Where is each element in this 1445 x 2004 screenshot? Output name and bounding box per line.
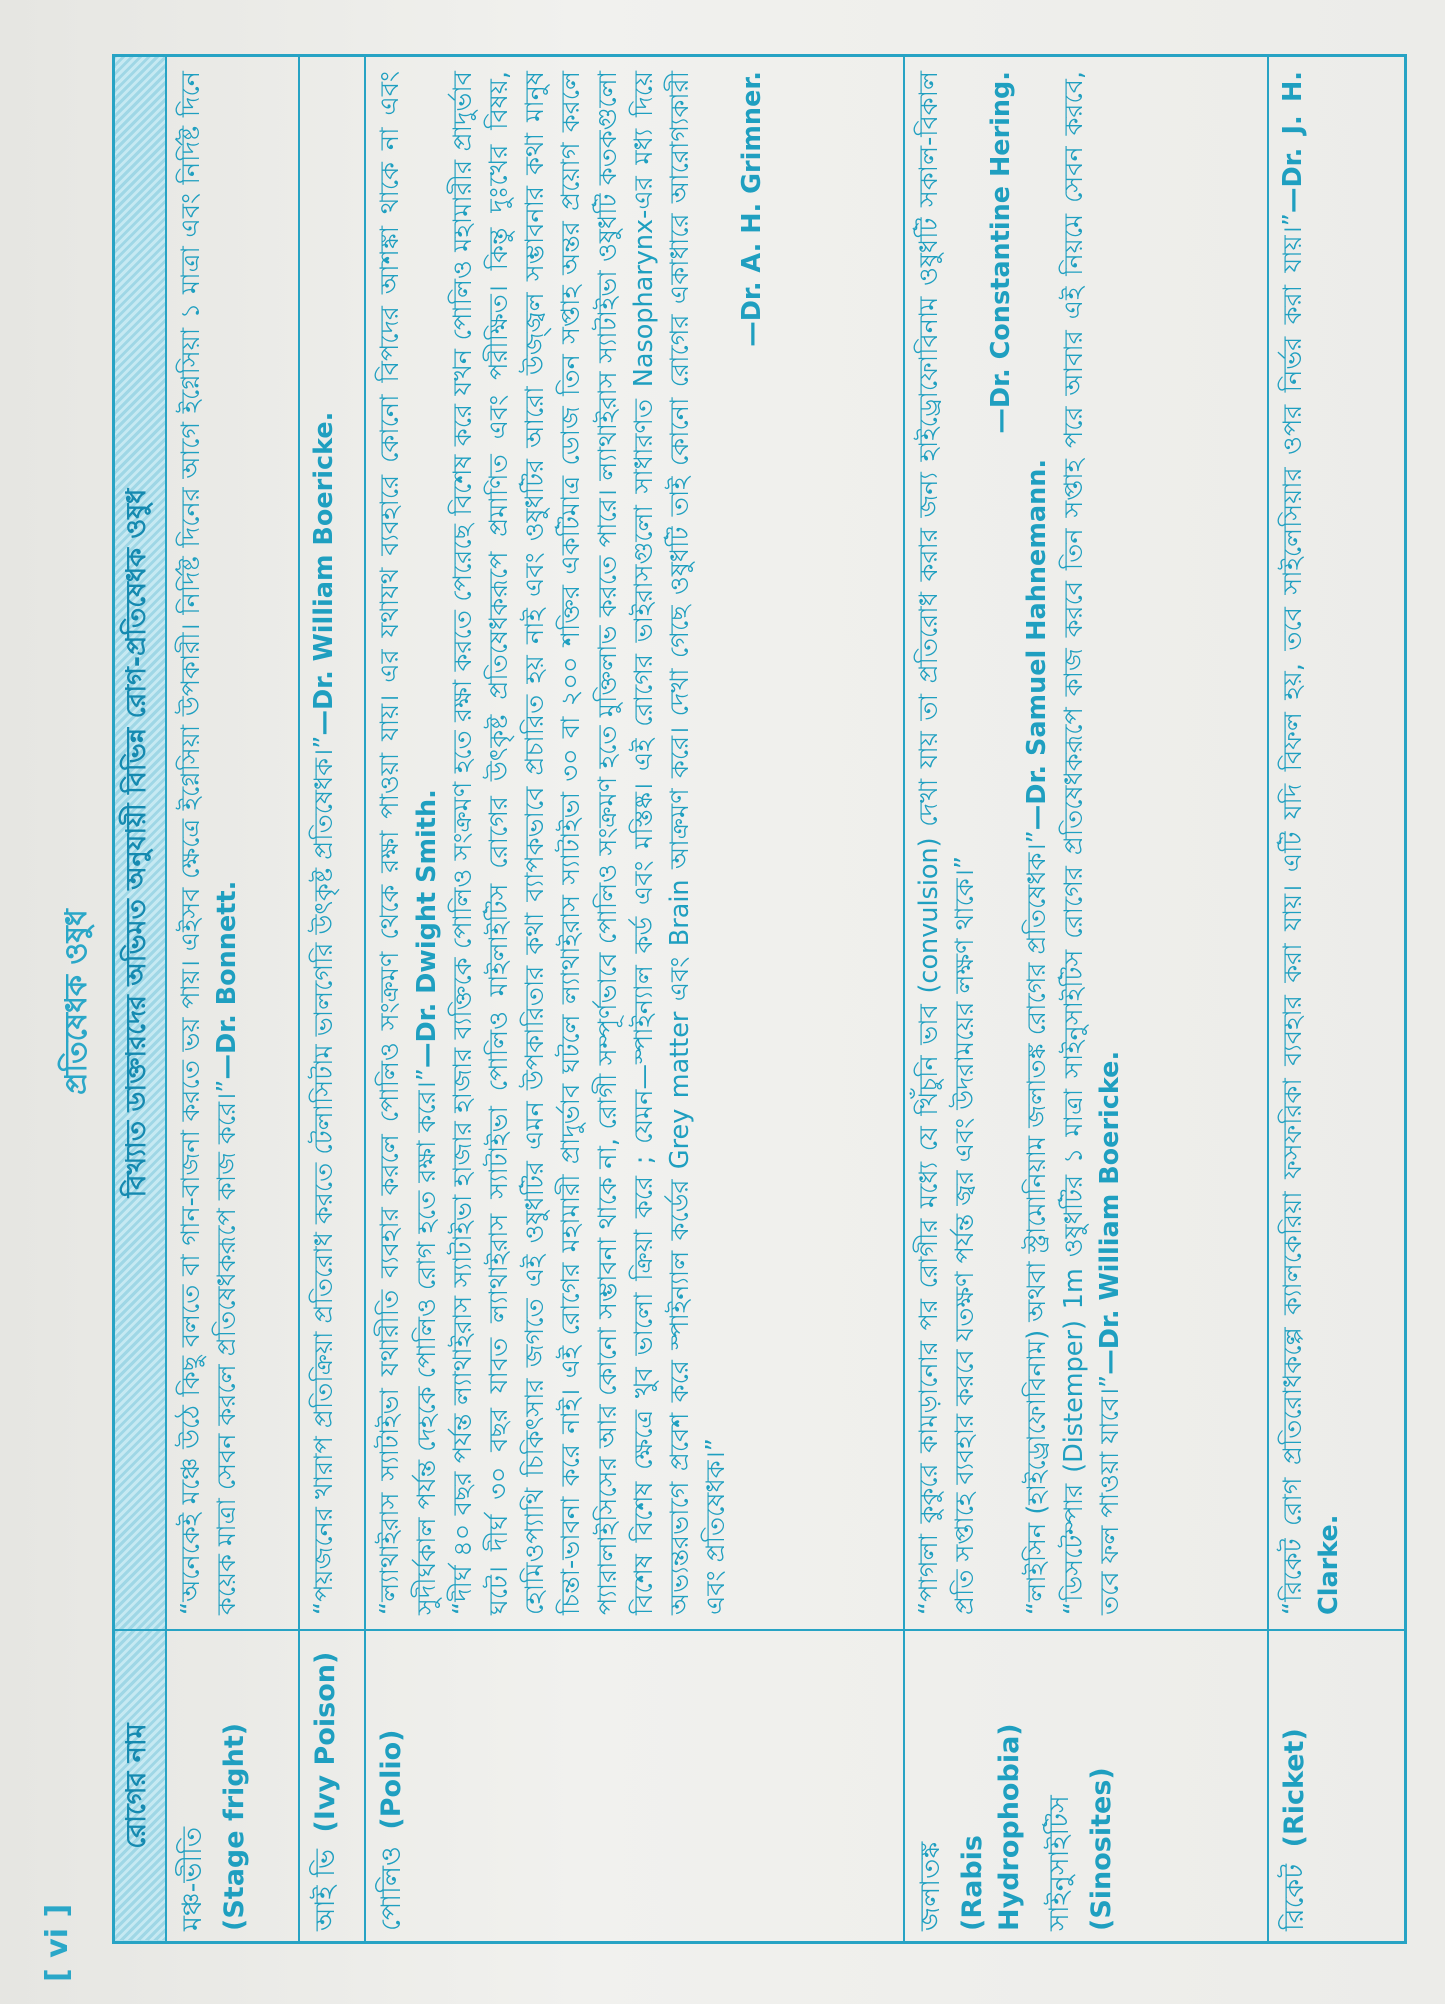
disease-name-en: (Ivy Poison)	[309, 1651, 341, 1833]
quote-text: “ডিসটেম্পার (Distemper) 1m ওষুধটির ১ মাত্রা সাইনুসাইটিস রোগের প্রতিষেধকরূপে কাজ করবে তিন সপ্তাহ পরে আবার এই নিয়মে সেবন করবে, তবে ফল পাওয়া যাবে।”	[1058, 71, 1125, 1615]
quote-text: “পয়জনের খারাপ প্রতিক্রিয়া প্রতিরোধ করতে টেলাসিটাম ভালগেরি উৎকৃষ্ট প্রতিষেধক।”	[308, 735, 339, 1615]
quote-text: “পাগলা কুকুরে কামড়ানোর পর রোগীর মধ্যে যে খিঁচুনি ভাব (convulsion) দেখা যায় তা প্রতিরোধ করার জন্য হাইড্রোফোবিনাম ওষুধটি সকাল-বিকাল প্রতি সপ্তাহে ব্যবহার করবে যতক্ষণ পর্যন্ত জ্বর এবং উদরাময়ের লক্ষণ থাকে।”	[913, 71, 980, 1615]
page-number: [ vi ]	[40, 1903, 75, 1982]
quote-author: —Dr. Dwight Smith.	[411, 789, 442, 1069]
table-row	[166, 56, 299, 1943]
disease-name-en: (Stage fright)	[219, 1722, 251, 1931]
disease-name-bn: সাইনুসাইটিস	[1044, 1795, 1076, 1931]
table-row	[904, 56, 1268, 1943]
disease-name-bn: জলাতঙ্ক	[914, 1841, 946, 1931]
quote-text: “দীর্ঘ ৪০ বছর পর্যন্ত ল্যাথাইরাস স্যাটাইভা হাজার হাজার ব্যক্তিকে পোলিও সংক্রমণ হতে রক্ষা করতে পেরেছে বিশেষ করে যখন পোলিও মহামারীর প্রাদুর্ভাব ঘটে। দীর্ঘ ৩০ বছর যাবত ল্যাথাইরাস স্যাটাইভা পোলিও মাইলাইটিস রোগের উৎকৃষ্ট প্রতিষেধকরূপে প্রমাণিত এবং পরীক্ষিত। কিন্তু দুঃখের বিষয়, হোমিওপ্যাথি চিকিৎসার জগতে এই ওষুধটির এমন উপকারিতার কথা ব্যাপকভাবে প্রচারিত হয় নাই এবং ওষুধটির আরো উজ্জ্বল সম্ভাবনার কথা মানুষ চিন্তা-ভাবনা করে নাই। এই রোগের মহামারী প্রাদুর্ভাব ঘটলে ল্যাথাইরাস স্যাটাইভা ৩০ বা ২০০ শক্তির একটিমাত্র ডোজ তিন সপ্তাহ অন্তর প্রয়োগ করলে প্যারালাইসিসের আর কোনো সম্ভাবনা থাকে না, রোগী সম্পূর্ণভাবে পোলিও সংক্রমণ হতে মুক্তিলাভ করতে পারে। ল্যাথাইরাস স্যাটাইভা ওষুধটি কতকগুলো বিশেষ বিশেষ ক্ষেত্রে খুব ভালো ক্রিয়া করে ; যেমন—স্পাইন্যাল কর্ড এবং মস্তিষ্ক। এই রোগের ভাইরাসগুলো সাধারণত Nasopharynx-এর মধ্য দিয়ে অভ্যন্তরভাগে প্রবেশ করে স্পাইন্যাল কর্ডের Grey matter এবং Brain আক্রমণ করে। দেখা গেছে ওষুধটি তাই কোনো রোগের একাধারে আরোগ্যকারী এবং প্রতিষেধক।”	[447, 71, 732, 1615]
disease-name-en: (Sinosites)	[1086, 1767, 1118, 1931]
quote-author: —Dr. William Boericke.	[308, 411, 339, 736]
table-row	[365, 56, 903, 1943]
disease-name-bn: রিকেট	[1279, 1863, 1310, 1931]
quote-text: “অনেকেই মঞ্চে উঠে কিছু বলতে বা গান-বাজনা করতে ভয় পায়। এইসব ক্ষেত্রে ইগ্নেসিয়া উপকারী। নির্দিষ্ট দিনের আগে ইগ্নেসিয়া ১ মাত্রা এবং নির্দিষ্ট দিনে কয়েক মাত্রা সেবন করলে প্রতিষেধকরূপে কাজ করে।”	[176, 71, 243, 1615]
disease-cell	[904, 1630, 1268, 1943]
disease-name-en: (Rabis Hydrophobia)	[957, 1723, 1025, 1931]
disease-name-bn: পোলিও	[376, 1846, 408, 1931]
table-header-row	[114, 56, 167, 1943]
quote-text: “লাইসিন (হাইড্রোফোবিনাম) অথবা স্ট্রামোনিয়াম জলাতঙ্ক রোগের প্রতিষেধক।”	[1022, 830, 1053, 1615]
quote-cell	[1268, 56, 1406, 1631]
quote-author: —Dr. J. H. Clarke.	[1278, 71, 1345, 1615]
table-row	[299, 56, 365, 1943]
quote-author: —Dr. Constantine Hering.	[986, 71, 1017, 434]
header-disease: রোগের নাম	[114, 1630, 167, 1943]
remedy-table	[112, 54, 1407, 1944]
quote-cell	[365, 56, 903, 1631]
quote-author: —Dr. Bonnett.	[212, 880, 243, 1080]
quote-author: —Dr. A. H. Grimner.	[737, 71, 768, 347]
disease-cell	[299, 1630, 365, 1943]
disease-name-en: (Ricket)	[1279, 1728, 1310, 1848]
quote-text: “রিকেট রোগ প্রতিরোধকল্পে ক্যালকেরিয়া ফসফরিকা ব্যবহার করা যায়। এটি যদি বিফল হয়, তবে সাইলেসিয়ার ওপর নির্ভর করা যায়।”	[1278, 213, 1308, 1615]
quote-cell	[166, 56, 299, 1631]
running-title: প্রতিষেধক ওষুধ	[59, 909, 94, 1095]
disease-name-bn: মঞ্চ-ভীতি	[177, 1826, 208, 1931]
disease-cell	[365, 1630, 903, 1943]
disease-name-en: (Polio)	[376, 1729, 408, 1830]
quote-text: “ল্যাথাইরাস স্যাটাইভা যথারীতি ব্যবহার করলে পোলিও সংক্রমণ থেকে রক্ষা পাওয়া যায়। এর যথাযথ ব্যবহারে কোনো বিপদের আশঙ্কা থাকে না এবং সুদীর্ঘকাল পর্যন্ত দেহকে পোলিও রোগ হতে রক্ষা করে।”	[375, 71, 442, 1615]
quote-cell	[904, 56, 1268, 1631]
disease-cell	[166, 1630, 299, 1943]
quote-author: —Dr. Samuel Hahnemann.	[1022, 458, 1053, 831]
disease-name-bn: আই ভি	[309, 1849, 341, 1931]
quote-cell	[299, 56, 365, 1631]
quote-author: —Dr. William Boericke.	[1094, 1050, 1125, 1375]
table-row	[1268, 56, 1406, 1943]
header-quote: বিখ্যাত ডাক্তারদের অভিমত অনুযায়ী বিভিন্ন রোগ-প্রতিষেধক ওষুধ	[114, 56, 167, 1631]
disease-cell	[1268, 1630, 1406, 1943]
